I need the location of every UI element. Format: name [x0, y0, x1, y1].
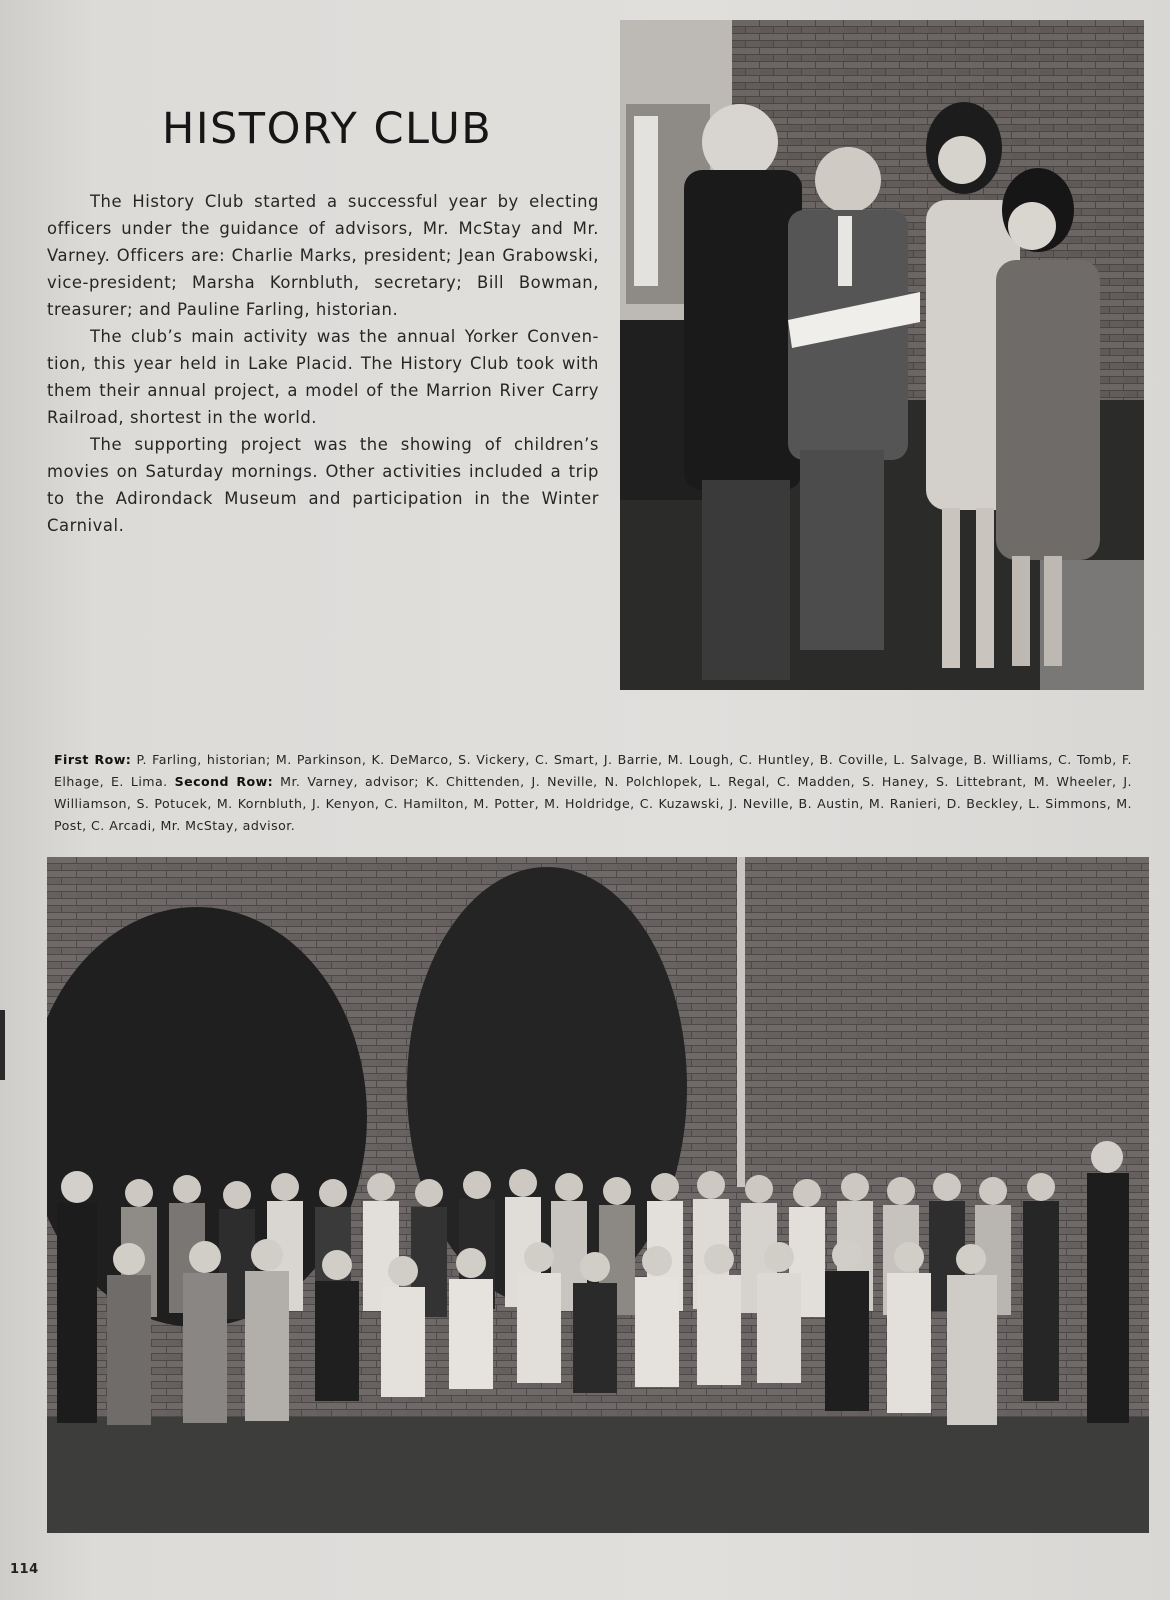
first-row-label: First Row:: [54, 752, 132, 767]
story-paragraph: The club’s main activity was the annual Yorker Conven- tion, this year held in Lake Placid. The History Club took with them their annual project, a model of the Marrion River Carry Railroad, shortest in the world.: [47, 327, 599, 427]
group-photo: [47, 857, 1149, 1533]
story-paragraph: The History Club started a successful year by electing officers under the guidance of advisors, Mr. McStay and Mr. Varney. Officers are: Charlie Marks, president; Jean Grabowski, vice-president; Marsha Kornbluth, secretary; Bill Bowman, treasurer; and Pauline Farling, historian.: [47, 192, 599, 319]
first-row-names: P. Farling, historian; M. Parkinson, K. DeMarco, S. Vickery, C. Smart, J. Barrie, M. Lough, C. Huntley, B. Coville, L. Salvage, B. Williams, C. Tomb, F. Elhage, E. Lima.: [54, 752, 1132, 789]
second-row-names: Mr. Varney, advisor; K. Chittenden, J. Neville, N. Polchlopek, L. Regal, C. Madden, S. Haney, S. Littebrant, M. Wheeler, J. Williamson, S. Potucek, M. Kornbluth, J. Kenyon, C. Hamilton, M. Potter, M. Holdridge, C. Kuzawski, J. Neville, B. Austin, M. Ranieri, D. Beckley, L. Simmons, M. Post, C. Arcadi, Mr. McStay, advisor.: [54, 774, 1132, 833]
club-story: [47, 188, 599, 539]
page-number: 114: [10, 1562, 39, 1577]
page-title: HISTORY CLUB: [162, 104, 493, 154]
officers-photo: [620, 20, 1144, 690]
second-row-label: Second Row:: [174, 774, 274, 789]
story-paragraph: The supporting project was the showing of children’s movies on Saturday mornings. Other activities included a trip to the Adirondack Museum and participation in the Winter Carnival.: [47, 435, 599, 535]
group-photo-caption: [54, 749, 1132, 837]
binding-edge: [0, 1010, 5, 1080]
